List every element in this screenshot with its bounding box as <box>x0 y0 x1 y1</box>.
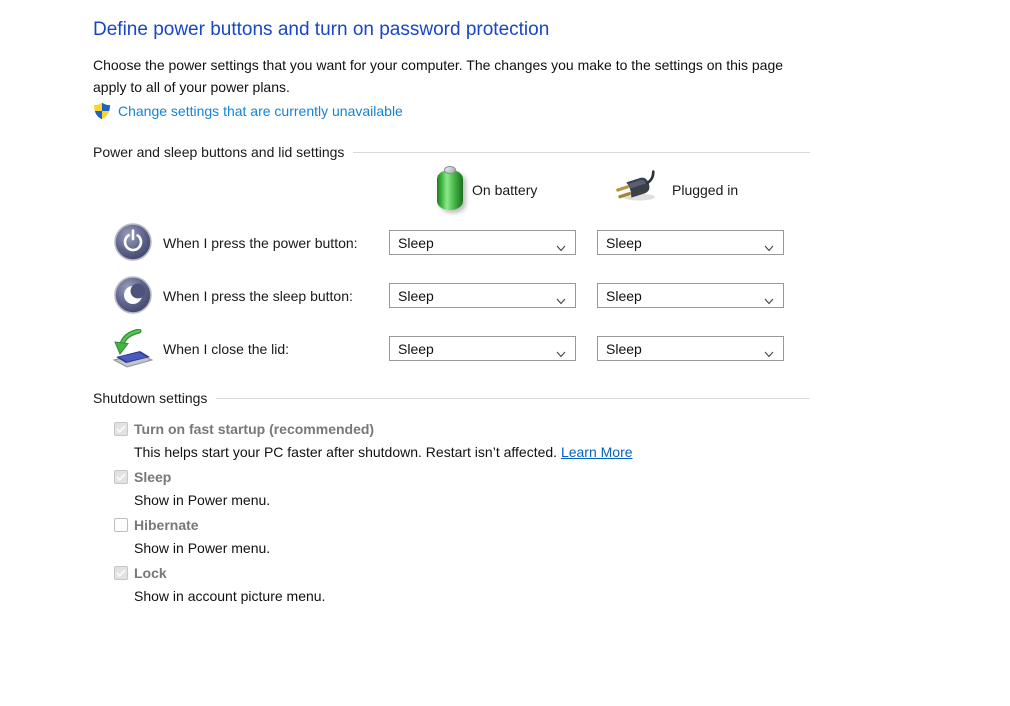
selected-value: Sleep <box>398 287 434 304</box>
page-description: Choose the power settings that you want for your computer. The changes you make to the settings on this page apply to all of your power plans. <box>93 57 784 95</box>
learn-more-link[interactable]: Learn More <box>560 444 633 460</box>
power-button-on-battery-select[interactable] <box>389 230 576 255</box>
change-unavailable-settings-link[interactable] <box>93 102 403 120</box>
lock-description: Show in account picture menu. <box>134 588 326 604</box>
shutdown-section-title: Shutdown settings <box>93 390 208 406</box>
on-battery-column-header: On battery <box>472 182 538 198</box>
chevron-down-icon <box>556 239 566 255</box>
lock-label: Lock <box>134 565 167 581</box>
sleep-button-row-label: When I press the sleep button: <box>163 288 353 304</box>
sleep-label: Sleep <box>134 469 172 485</box>
fast-startup-label: Turn on fast startup (recommended) <box>134 421 375 437</box>
hibernate-description: Show in Power menu. <box>134 540 271 556</box>
chevron-down-icon <box>556 345 566 361</box>
chevron-down-icon <box>764 345 774 361</box>
fast-startup-description: This helps start your PC faster after shutdown. Restart isn’t affected. Learn More <box>134 444 633 460</box>
chevron-down-icon <box>764 292 774 308</box>
fast-startup-setting <box>114 421 633 460</box>
selected-value: Sleep <box>606 340 642 357</box>
hibernate-label: Hibernate <box>134 517 199 533</box>
power-button-icon <box>114 223 152 261</box>
hibernate-setting <box>114 517 270 556</box>
sleep-description: Show in Power menu. <box>134 492 271 508</box>
sleep-button-on-battery-select[interactable] <box>389 283 576 308</box>
lock-setting <box>114 565 325 604</box>
shutdown-section-header <box>93 390 810 406</box>
chevron-down-icon <box>764 239 774 255</box>
hibernate-checkbox[interactable] <box>114 518 128 532</box>
power-buttons-section-header <box>93 144 810 160</box>
page-title: Define power buttons and turn on password protection <box>93 19 550 40</box>
sleep-button-icon <box>114 276 152 314</box>
selected-value: Sleep <box>398 234 434 251</box>
lock-checkbox[interactable] <box>114 566 128 580</box>
section-divider <box>353 152 810 153</box>
battery-icon <box>437 166 463 212</box>
chevron-down-icon <box>556 292 566 308</box>
plug-icon <box>615 170 661 204</box>
power-button-row-label: When I press the power button: <box>163 235 358 251</box>
change-unavailable-settings-label: Change settings that are currently unavailable <box>118 103 403 119</box>
selected-value: Sleep <box>398 340 434 357</box>
sleep-setting <box>114 469 270 508</box>
sleep-button-plugged-in-select[interactable] <box>597 283 784 308</box>
lid-close-row-label: When I close the lid: <box>163 341 290 357</box>
lid-close-on-battery-select[interactable] <box>389 336 576 361</box>
selected-value: Sleep <box>606 234 642 251</box>
uac-shield-icon <box>93 102 111 120</box>
power-button-plugged-in-select[interactable] <box>597 230 784 255</box>
fast-startup-checkbox[interactable] <box>114 422 128 436</box>
plugged-in-column-header: Plugged in <box>672 182 739 198</box>
section-divider <box>216 398 810 399</box>
power-buttons-section-title: Power and sleep buttons and lid settings <box>93 144 345 160</box>
selected-value: Sleep <box>606 287 642 304</box>
lid-close-icon <box>109 329 155 369</box>
sleep-checkbox[interactable] <box>114 470 128 484</box>
lid-close-plugged-in-select[interactable] <box>597 336 784 361</box>
